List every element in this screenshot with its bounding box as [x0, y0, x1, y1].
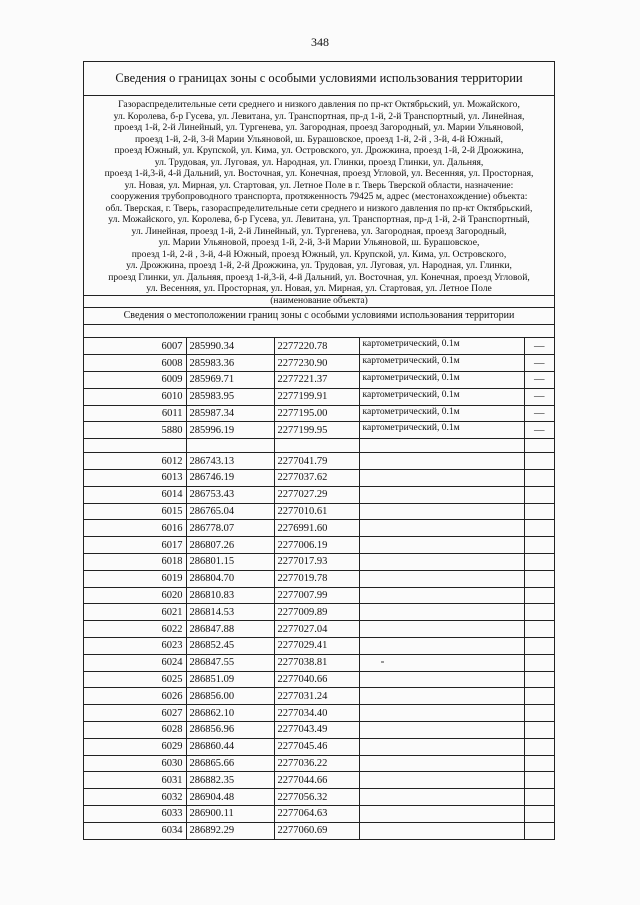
table-row: [84, 755, 554, 772]
table-row: [84, 470, 554, 487]
y-coordinate-cell: 2277009.89: [274, 604, 359, 621]
table-row: [84, 688, 554, 705]
method-cell: картометрический, 0.1м: [359, 405, 524, 422]
x-coordinate-cell: 286765.04: [186, 503, 274, 520]
x-coordinate-cell: 285987.34: [186, 405, 274, 422]
x-coordinate-cell: 286856.00: [186, 688, 274, 705]
point-number-cell: 5880: [84, 422, 186, 439]
table-row: [84, 520, 554, 537]
x-coordinate-cell: 286847.88: [186, 621, 274, 638]
point-number-cell: 6015: [84, 503, 186, 520]
point-number-cell: 6011: [84, 405, 186, 422]
x-coordinate-cell: 286743.13: [186, 453, 274, 470]
x-coordinate-cell: 286801.15: [186, 554, 274, 571]
table-row: [84, 638, 554, 655]
y-coordinate-cell: 2277031.24: [274, 688, 359, 705]
y-coordinate-cell: 2277043.49: [274, 722, 359, 739]
table-row: [84, 486, 554, 503]
description-line: Газораспределительные сети среднего и низкого давления по пр-кт Октябрьский, ул. Можайского,: [118, 99, 520, 110]
y-coordinate-cell: 2277041.79: [274, 453, 359, 470]
note-cell: —: [524, 338, 554, 355]
description-line: сооружения трубопроводного транспорта, протяженность 79425 м, адрес (местонахождение) объекта:: [110, 191, 528, 202]
table-row: [84, 654, 554, 671]
table-row: [84, 671, 554, 688]
description-line: ул. Трудовая, ул. Луговая, ул. Народная, ул. Глинки, проезд Глинки, ул. Дальняя,: [154, 156, 484, 168]
note-cell: [524, 587, 554, 604]
note-cell: [524, 554, 554, 571]
method-cell: [359, 520, 524, 537]
note-cell: [524, 688, 554, 705]
method-cell: [359, 755, 524, 772]
method-cell: [359, 638, 524, 655]
point-number-cell: 6021: [84, 604, 186, 621]
point-number-cell: 6031: [84, 772, 186, 789]
note-cell: [524, 671, 554, 688]
point-number-cell: 6022: [84, 621, 186, 638]
method-cell: [359, 604, 524, 621]
method-cell: [359, 470, 524, 487]
note-cell: —: [524, 405, 554, 422]
table-row: [84, 537, 554, 554]
table-row: [84, 338, 554, 355]
note-cell: [524, 503, 554, 520]
form-title: Сведения о границах зоны с особыми условиями использования территории: [84, 62, 554, 96]
description-line: обл. Тверская, г. Тверь, газораспределительные сети среднего и низкого давления по пр-кт Октябрьский,: [105, 202, 533, 214]
description-line: проезд 1-й, 2-й , 3-й, 4-й Южный, проезд Южный, ул. Крупской, ул. Кима, ул. Островского,: [131, 248, 507, 260]
method-cell: [359, 705, 524, 722]
note-cell: [524, 621, 554, 638]
x-coordinate-cell: 286852.45: [186, 638, 274, 655]
x-coordinate-cell: 286753.43: [186, 486, 274, 503]
y-coordinate-cell: 2277029.41: [274, 638, 359, 655]
note-cell: [524, 722, 554, 739]
method-cell: картометрический, 0.1м: [359, 338, 524, 355]
y-coordinate-cell: 2277221.37: [274, 372, 359, 389]
empty-cell: [84, 439, 186, 453]
y-coordinate-cell: 2277006.19: [274, 537, 359, 554]
table-row: [84, 738, 554, 755]
point-number-cell: 6010: [84, 388, 186, 405]
y-coordinate-cell: 2277199.91: [274, 388, 359, 405]
method-cell: картометрический, 0.1м: [359, 388, 524, 405]
y-coordinate-cell: 2277045.46: [274, 738, 359, 755]
method-cell: [359, 486, 524, 503]
table-row: [84, 453, 554, 470]
point-number-cell: 6033: [84, 806, 186, 823]
point-number-cell: 6007: [84, 338, 186, 355]
location-caption: Сведения о местоположении границ зоны с особыми условиями использования территории: [84, 308, 554, 325]
description-line: ул. Можайского, ул. Королева, б-р Гусева, ул. Левитана, ул. Транспортная, пр-д 1-й, 2-й Транспортный,: [108, 214, 530, 225]
x-coordinate-cell: 286804.70: [186, 570, 274, 587]
x-coordinate-cell: 286860.44: [186, 738, 274, 755]
y-coordinate-cell: 2277230.90: [274, 355, 359, 372]
point-number-cell: 6025: [84, 671, 186, 688]
x-coordinate-cell: 285996.19: [186, 422, 274, 439]
table-row: [84, 355, 554, 372]
coordinates-table: [84, 338, 554, 839]
description-line: проезд Глинки, ул. Дальняя, проезд 1-й,3-й, 4-й Дальний, ул. Восточная, ул. Конечная, проезд Угловой,: [108, 271, 530, 283]
y-coordinate-cell: 2277034.40: [274, 705, 359, 722]
table-row: [84, 554, 554, 571]
note-cell: [524, 520, 554, 537]
x-coordinate-cell: 286814.53: [186, 604, 274, 621]
method-cell: картометрический, 0.1м: [359, 422, 524, 439]
object-description: [84, 96, 554, 296]
method-cell: [359, 621, 524, 638]
note-cell: [524, 789, 554, 806]
x-coordinate-cell: 286847.55: [186, 654, 274, 671]
note-cell: [524, 638, 554, 655]
point-number-cell: 6027: [84, 705, 186, 722]
description-line: ул. Линейная, проезд 1-й, 2-й Линейный, ул. Тургенева, ул. Загородная, проезд Загородный,: [131, 225, 507, 237]
point-number-cell: 6024: [84, 654, 186, 671]
note-cell: [524, 486, 554, 503]
note-cell: —: [524, 388, 554, 405]
y-coordinate-cell: 2277036.22: [274, 755, 359, 772]
point-number-cell: 6019: [84, 570, 186, 587]
method-cell: картометрический, 0.1м: [359, 372, 524, 389]
method-cell: [359, 688, 524, 705]
x-coordinate-cell: 286862.10: [186, 705, 274, 722]
x-coordinate-cell: 286810.83: [186, 587, 274, 604]
method-cell: [359, 722, 524, 739]
separator-row: [84, 439, 554, 453]
y-coordinate-cell: 2276991.60: [274, 520, 359, 537]
y-coordinate-cell: 2277220.78: [274, 338, 359, 355]
x-coordinate-cell: 285983.95: [186, 388, 274, 405]
x-coordinate-cell: 286900.11: [186, 806, 274, 823]
table-row: [84, 422, 554, 439]
point-number-cell: 6009: [84, 372, 186, 389]
scan-speck: [381, 661, 384, 663]
note-cell: [524, 822, 554, 839]
description-line: ул. Дрожжина, проезд 1-й, 2-й Дрожжина, ул. Трудовая, ул. Луговая, ул. Народная, ул. Глинки,: [126, 260, 512, 271]
method-cell: [359, 503, 524, 520]
zone-boundary-form: [83, 61, 555, 840]
x-coordinate-cell: 286856.96: [186, 722, 274, 739]
y-coordinate-cell: 2277007.99: [274, 587, 359, 604]
x-coordinate-cell: 286865.66: [186, 755, 274, 772]
description-line: проезд Южный, ул. Крупской, ул. Кима, ул. Островского, ул. Дрожжина, проезд 1-й, 2-й Дрожжина,: [114, 145, 524, 156]
method-cell: [359, 822, 524, 839]
object-name-caption: (наименование объекта): [84, 296, 554, 308]
x-coordinate-cell: 285983.36: [186, 355, 274, 372]
point-number-cell: 6026: [84, 688, 186, 705]
method-cell: [359, 570, 524, 587]
point-number-cell: 6017: [84, 537, 186, 554]
method-cell: [359, 738, 524, 755]
note-cell: [524, 654, 554, 671]
note-cell: [524, 537, 554, 554]
y-coordinate-cell: 2277038.81: [274, 654, 359, 671]
table-row: [84, 772, 554, 789]
note-cell: —: [524, 355, 554, 372]
description-line: ул. Королева, б-р Гусева, ул. Левитана, ул. Транспортная, пр-д 1-й, 2-й Транспортный, ул. Линейная,: [113, 110, 525, 122]
method-cell: [359, 789, 524, 806]
note-cell: [524, 772, 554, 789]
table-row: [84, 570, 554, 587]
note-cell: —: [524, 422, 554, 439]
table-row: [84, 388, 554, 405]
note-cell: [524, 470, 554, 487]
table-row: [84, 503, 554, 520]
point-number-cell: 6029: [84, 738, 186, 755]
description-line: проезд 1-й,3-й, 4-й Дальний, ул. Восточная, ул. Конечная, проезд Угловой, ул. Весенняя, ул. Просторная,: [104, 168, 534, 179]
note-cell: [524, 806, 554, 823]
table-row: [84, 587, 554, 604]
point-number-cell: 6020: [84, 587, 186, 604]
point-number-cell: 6032: [84, 789, 186, 806]
y-coordinate-cell: 2277027.04: [274, 621, 359, 638]
point-number-cell: 6030: [84, 755, 186, 772]
description-line: ул. Марии Ульяновой, проезд 1-й, 2-й, 3-й Марии Ульяновой, ш. Бурашовское,: [158, 237, 480, 248]
method-cell: [359, 554, 524, 571]
x-coordinate-cell: 286892.29: [186, 822, 274, 839]
method-cell: [359, 772, 524, 789]
description-line: проезд 1-й, 2-й Линейный, ул. Тургенева, ул. Загородная, проезд Загородный, ул. Марии Ульяновой,: [114, 122, 524, 133]
note-cell: [524, 453, 554, 470]
description-line: ул. Весенняя, ул. Просторная, ул. Новая, ул. Мирная, ул. Стартовая, ул. Летное Поле: [146, 283, 492, 294]
point-number-cell: 6023: [84, 638, 186, 655]
x-coordinate-cell: 286882.35: [186, 772, 274, 789]
page-number: 348: [311, 35, 329, 49]
x-coordinate-cell: 286807.26: [186, 537, 274, 554]
empty-cell: [274, 439, 359, 453]
method-cell: картометрический, 0.1м: [359, 355, 524, 372]
y-coordinate-cell: 2277037.62: [274, 470, 359, 487]
y-coordinate-cell: 2277040.66: [274, 671, 359, 688]
y-coordinate-cell: 2277027.29: [274, 486, 359, 503]
point-number-cell: 6028: [84, 722, 186, 739]
blank-row: [84, 325, 554, 338]
table-row: [84, 405, 554, 422]
table-row: [84, 621, 554, 638]
point-number-cell: 6013: [84, 470, 186, 487]
table-row: [84, 722, 554, 739]
point-number-cell: 6008: [84, 355, 186, 372]
description-line: ул. Новая, ул. Мирная, ул. Стартовая, ул. Летное Поле в г. Тверь Тверской области, назначение:: [124, 179, 514, 191]
note-cell: [524, 755, 554, 772]
table-row: [84, 822, 554, 839]
x-coordinate-cell: 286851.09: [186, 671, 274, 688]
x-coordinate-cell: 286778.07: [186, 520, 274, 537]
table-row: [84, 705, 554, 722]
method-cell: [359, 806, 524, 823]
point-number-cell: 6014: [84, 486, 186, 503]
table-row: [84, 372, 554, 389]
point-number-cell: 6016: [84, 520, 186, 537]
point-number-cell: 6012: [84, 453, 186, 470]
x-coordinate-cell: 286904.48: [186, 789, 274, 806]
note-cell: [524, 738, 554, 755]
x-coordinate-cell: 286746.19: [186, 470, 274, 487]
table-row: [84, 789, 554, 806]
method-cell: [359, 671, 524, 688]
method-cell: [359, 587, 524, 604]
point-number-cell: 6034: [84, 822, 186, 839]
x-coordinate-cell: 285990.34: [186, 338, 274, 355]
y-coordinate-cell: 2277019.78: [274, 570, 359, 587]
point-number-cell: 6018: [84, 554, 186, 571]
note-cell: [524, 604, 554, 621]
y-coordinate-cell: 2277195.00: [274, 405, 359, 422]
y-coordinate-cell: 2277017.93: [274, 554, 359, 571]
empty-cell: [359, 439, 524, 453]
method-cell: [359, 537, 524, 554]
y-coordinate-cell: 2277199.95: [274, 422, 359, 439]
note-cell: [524, 705, 554, 722]
table-row: [84, 806, 554, 823]
y-coordinate-cell: 2277060.69: [274, 822, 359, 839]
x-coordinate-cell: 285969.71: [186, 372, 274, 389]
y-coordinate-cell: 2277044.66: [274, 772, 359, 789]
y-coordinate-cell: 2277064.63: [274, 806, 359, 823]
note-cell: [524, 570, 554, 587]
table-row: [84, 604, 554, 621]
empty-cell: [186, 439, 274, 453]
y-coordinate-cell: 2277010.61: [274, 503, 359, 520]
description-line: проезд 1-й, 2-й, 3-й Марии Ульяновой, ш. Бурашовское, проезд 1-й, 2-й , 3-й, 4-й Южный,: [134, 133, 504, 145]
note-cell: —: [524, 372, 554, 389]
empty-cell: [524, 439, 554, 453]
method-cell: [359, 453, 524, 470]
y-coordinate-cell: 2277056.32: [274, 789, 359, 806]
